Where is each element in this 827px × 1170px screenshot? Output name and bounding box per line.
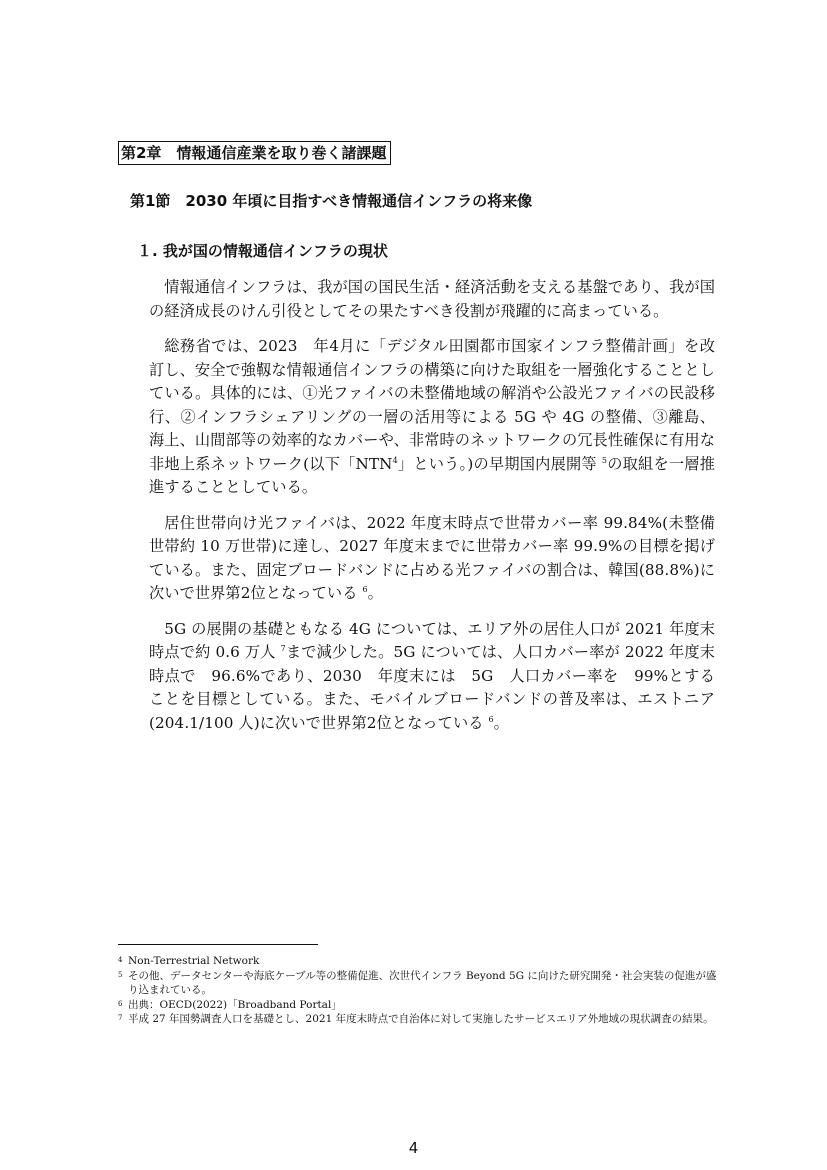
subsection-title: １. 我が国の情報通信インフラの現状 [137,242,388,260]
footnote-text: Non-Terrestrial Network [128,955,260,967]
body-text [149,276,715,747]
footnote-ref[interactable]: 6 [488,714,494,724]
footnote-7 [118,1012,718,1027]
footnote-text: 出典：OECD(2022)「Broadband Portal」 [128,998,342,1011]
footnote-ref[interactable]: 4 [392,455,398,465]
footnote-text: 平成 27 年国勢調査人口を基礎とし、2021 年度末時点で自治体に対して実施したサービスエリア外地域の現状調査の結果。 [128,1013,714,1025]
paragraph-text: 情報通信インフラは、我が国の国民生活・経済活動を支える基盤であり、我が国の経済成長のけん引役としてその果たすべき役割が飛躍的に高まっている。 [149,278,715,320]
footnote-text: その他、データセンターや海底ケーブル等の整備促進、次世代インフラ Beyond 5G に向けた研究開発・社会実装の促進が盛り込まれている。 [128,969,717,996]
paragraph-text: の取組を一層推進することとしている。 [149,454,715,496]
paragraph-3 [149,512,715,606]
paragraph-text: 5G の展開の基礎ともなる 4G については、エリア外の居住人口が 2021 年度末時点で約 0.6 万人 [149,619,715,661]
footnote-6 [118,998,718,1013]
footnotes [118,954,718,1027]
paragraph-4 [149,618,715,736]
footnote-5 [118,969,718,998]
paragraph-1 [149,276,715,323]
paragraph-text: 。 [493,713,509,732]
page-number: 4 [408,1139,419,1157]
footnote-4 [118,954,718,969]
paragraph-text: 居住世帯向け光ファイバは、2022 年度末時点で世帯カバー率 99.84%(未整備世帯約 10 万世帯)に達し、2027 年度末までに世帯カバー率 99.9%の目標を掲げている。また、固定ブロードバンドに占める光ファイバの割合は、韓国(88.8%)に次いで世界第2位となっている [149,513,715,602]
paragraph-text: 。 [367,584,383,602]
footnote-divider [118,944,318,945]
paragraph-text: 」という。)の早期国内展開等 [397,454,602,473]
footnote-ref[interactable]: 5 [601,455,608,465]
paragraph-text: まで減少した。5G については、人口カバー率が 2022 年度末時点で 96.6%であり、2030 年度末には 5G 人口カバー率を 99%とすることを目標としている。また、モバイルブロードバンドの普及率は、エストニア(204.1/100 人)に次いで世界第2位となっている [149,643,715,732]
chapter-title: 第2章 情報通信産業を取り巻く諸課題 [118,141,391,165]
footnote-ref[interactable]: 6 [362,585,368,594]
paragraph-2 [149,335,715,500]
footnote-number: 4 [118,956,123,964]
footnote-number: 6 [118,999,123,1008]
footnote-number: 5 [118,970,123,979]
footnote-ref[interactable]: 7 [280,644,286,653]
footnote-number: 7 [118,1014,123,1022]
paragraph-text: 総務省では、2023 年4月に「デジタル田園都市国家インフラ整備計画」を改訂し、安全で強靱な情報通信インフラの構築に向けた取組を一層強化することとしている。具体的には、①光ファイバの未整備地域の解消や公設光ファイバの民設移行、②インフラシェアリングの一層の活用等による 5G や 4G の整備、③離島、海上、山間部等の効率的なカバーや、非常時のネットワークの冗長性確保に有用な非地上系ネットワーク(以下「NTN [149,337,715,473]
section-title: 第1節 2030 年頃に目指すべき情報通信インフラの将来像 [130,192,533,210]
